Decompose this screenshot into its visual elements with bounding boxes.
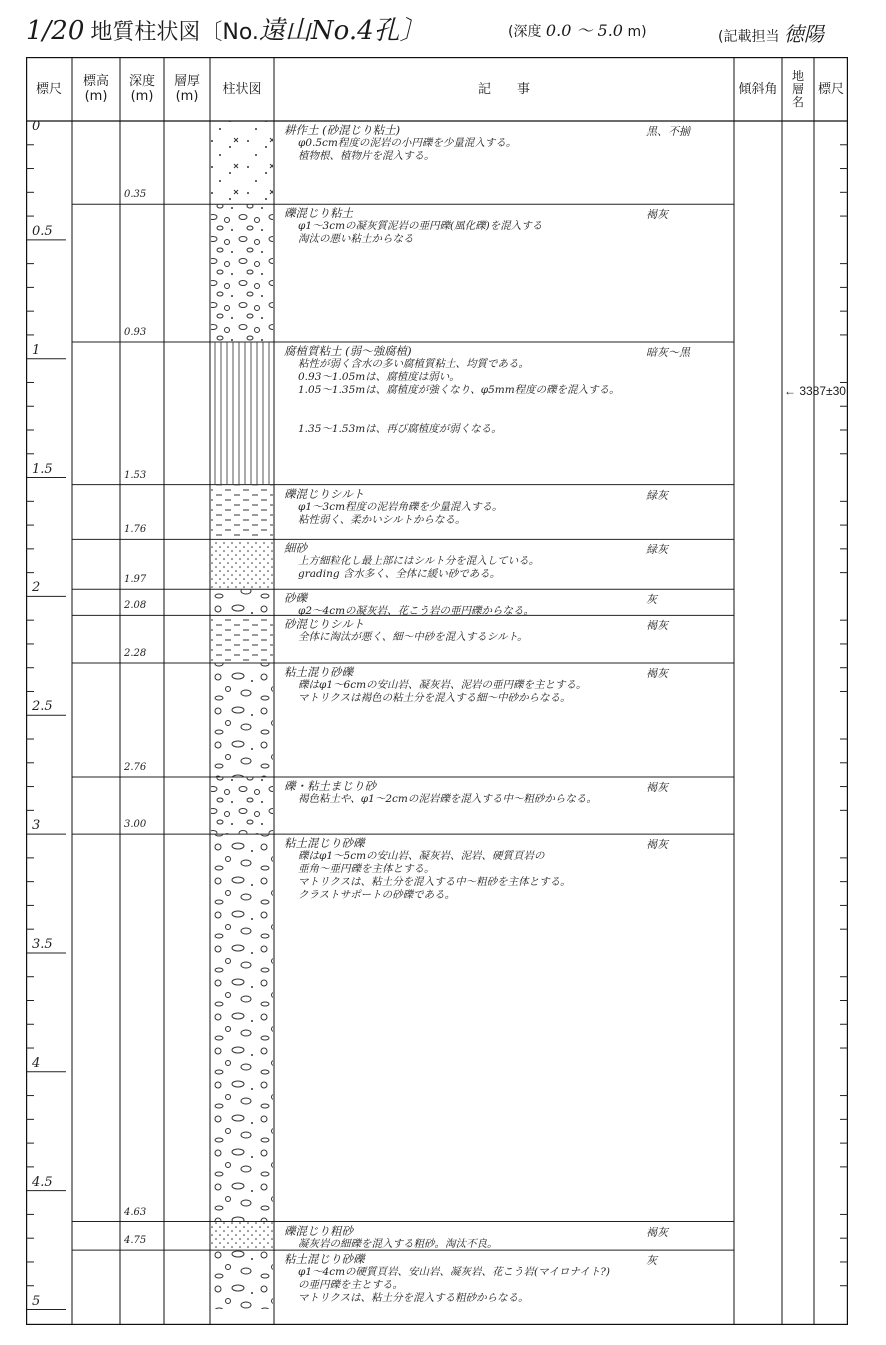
layer-bottom-depth: 3.00 (124, 819, 147, 831)
column-pattern-silt (211, 616, 273, 663)
scale-label: 0 (32, 119, 41, 134)
layer-title: 砂混じりシルト (284, 617, 365, 632)
layer-color: 褐灰 (646, 781, 668, 795)
layer-description (284, 488, 503, 527)
layer-title: 腐植質粘土 (弱～強腐植) (284, 344, 412, 359)
recorder-header (718, 18, 824, 47)
layer-color: 褐灰 (646, 1225, 668, 1239)
col-head-elevation: 標高 (m) (82, 74, 109, 104)
layer-bottom-depth: 4.63 (124, 1206, 147, 1218)
depth-unit: m) (627, 24, 647, 40)
layer-bottom-depth: 1.53 (124, 469, 147, 481)
layer-title: 粘土混り砂礫 (284, 664, 353, 679)
recorder-label: (記載担当 (718, 29, 780, 45)
layer-title: 細砂 (284, 541, 307, 556)
layer-bottom-depth: 0.93 (124, 327, 147, 339)
col-head-column: 柱状図 (222, 81, 262, 97)
layer-color: 黒、不揃 (646, 125, 690, 138)
scale-label: 1 (32, 342, 41, 358)
col-head-scale-left: 標尺 (35, 81, 62, 97)
radiocarbon-age-note: ← 3387±30 (784, 384, 846, 398)
layer-color: 褐灰 (646, 619, 668, 633)
layer-color: 灰 (646, 1254, 657, 1268)
layer-color: 褐灰 (646, 666, 668, 680)
layer-description (284, 618, 528, 644)
layer-bottom-depth: 4.75 (124, 1235, 147, 1247)
column-pattern-cobble (211, 1251, 273, 1309)
layer-color: 緑灰 (646, 488, 668, 502)
layer-title: 砂礫 (284, 591, 307, 606)
layer-description (284, 592, 534, 618)
layer-text: φ2～4cmの凝灰岩、花こう岩の亜円礫からなる。 (298, 605, 535, 618)
scale-label: 1.5 (32, 461, 53, 477)
layer-title: 礫混じり粗砂 (284, 1223, 353, 1238)
layer-title: 粘土混じり砂礫 (284, 836, 365, 851)
column-pattern-cobble (211, 590, 273, 615)
scale-label: 4 (32, 1055, 41, 1071)
column-pattern-gravel (211, 205, 273, 342)
scale-label: 4.5 (32, 1174, 53, 1190)
layer-color: 灰 (646, 593, 657, 607)
hole-name: 遠山No.4孔〕 (258, 16, 426, 46)
layer-description (284, 345, 620, 436)
scale-label: 3 (32, 818, 41, 834)
scale-label: 5 (32, 1293, 41, 1309)
layer-text: 礫はφ1～6cmの安山岩、凝灰岩、泥岩の亜円礫を主とする。 マトリクスは褐色の粘土分を混入する細～中砂からなる。 (298, 678, 587, 704)
layer-color: 緑灰 (646, 543, 668, 557)
title-main: 地質柱状図〔No. (90, 20, 259, 45)
layer-description (284, 124, 516, 163)
scale-label: 2.5 (32, 699, 53, 715)
layer-title: 耕作土 (砂混じり粘土) (284, 123, 401, 137)
layer-bottom-depth: 1.76 (124, 524, 147, 536)
col-head-scale-right: 標尺 (817, 81, 844, 97)
layer-title: 粘土混じり砂礫 (284, 1252, 365, 1267)
layer-text: 全体に淘汰が悪く、細～中砂を混入するシルト。 (298, 631, 528, 644)
column-pattern-sand (211, 1222, 273, 1250)
scale-label: 3.5 (32, 936, 53, 952)
layer-description (284, 780, 597, 806)
column-pattern-cobble (211, 663, 273, 776)
boring-log-sheet (26, 57, 848, 1325)
layer-description (284, 1225, 498, 1251)
recorder-name: 徳陽 (783, 22, 824, 46)
col-head-thickness: 層厚 (m) (173, 74, 200, 104)
layer-text: φ0.5cm程度の泥岩の小円礫を少量混入する。 植物根、植物片を混入する。 (298, 137, 517, 162)
layer-color: 暗灰～黒 (646, 346, 690, 360)
layer-description (284, 666, 587, 705)
scale-ratio: 1/20 (26, 16, 85, 46)
layer-color: 褐灰 (646, 208, 668, 222)
column-pattern-sand (211, 540, 273, 589)
layer-bottom-depth: 1.97 (124, 574, 147, 586)
column-pattern-soil (211, 122, 273, 204)
layer-title: 礫混じり粘土 (284, 206, 353, 221)
col-head-depth: 深度 (m) (128, 74, 155, 104)
depth-range-header (508, 18, 647, 41)
column-pattern-cobble (211, 835, 273, 1221)
col-head-dip: 傾斜角 (738, 81, 778, 97)
col-head-formation: 地 層 名 (791, 68, 804, 109)
layer-bottom-depth: 2.28 (124, 647, 147, 659)
layer-bottom-depth: 2.76 (124, 762, 147, 774)
scale-label: 2 (32, 580, 41, 596)
layer-title: 礫・粘土まじり砂 (284, 779, 376, 794)
layer-text: 凝灰岩の細礫を混入する粗砂。淘汰不良。 (298, 1237, 498, 1250)
layer-text: φ1～3cmの凝灰質泥岩の亜円礫(風化礫)を混入する 淘汰の悪い粘土からなる (298, 220, 543, 246)
column-pattern-gravel (211, 778, 273, 834)
depth-range: 0.0 ～ 5.0 (545, 21, 623, 40)
layer-description (284, 542, 539, 581)
depth-prefix: (深度 (508, 24, 542, 40)
layer-text: 粘性が弱く含水の多い腐植質粘土、均質である。 0.93～1.05mは、腐植度は弱い。 1.05～1.35mは、腐植度が強くなり、φ5mm程度の礫を混入する。 1.35～1.53mは、再び腐植度が弱くなる。 (298, 358, 620, 436)
layer-description (284, 1253, 610, 1305)
column-pattern-silt (211, 485, 273, 539)
layer-text: 礫はφ1～5cmの安山岩、凝灰岩、泥岩、硬質頁岩の 亜角～亜円礫を主体とする。 マトリクスは、粘土分を混入する中～粗砂を主体とする。 クラストサポートの砂礫である。 (298, 850, 571, 902)
scale-label: 0.5 (32, 223, 53, 239)
layer-text: 褐色粘土や、φ1～2cmの泥岩礫を混入する中～粗砂からなる。 (298, 793, 597, 806)
layer-bottom-depth: 2.08 (124, 600, 147, 612)
layer-text: φ1～3cm程度の泥岩角礫を少量混入する。 粘性弱く、柔かいシルトからなる。 (298, 500, 503, 526)
layer-text: φ1～4cmの硬質頁岩、安山岩、凝灰岩、花こう岩(マイロナイト?) の亜円礫を主とする。 マトリクスは、粘土分を混入する粗砂からなる。 (298, 1266, 610, 1305)
sheet-title (26, 10, 426, 47)
layer-description (284, 837, 571, 902)
layer-description (284, 207, 542, 246)
layer-color: 褐灰 (646, 838, 668, 852)
layer-title: 礫混じりシルト (284, 486, 365, 501)
layer-text: 上方細粒化し最上部にはシルト分を混入している。 grading 含水多く、全体に緩い砂である。 (298, 555, 540, 581)
col-head-description: 記 事 (477, 81, 530, 97)
column-pattern-peat (211, 343, 273, 485)
layer-bottom-depth: 0.35 (124, 189, 147, 201)
